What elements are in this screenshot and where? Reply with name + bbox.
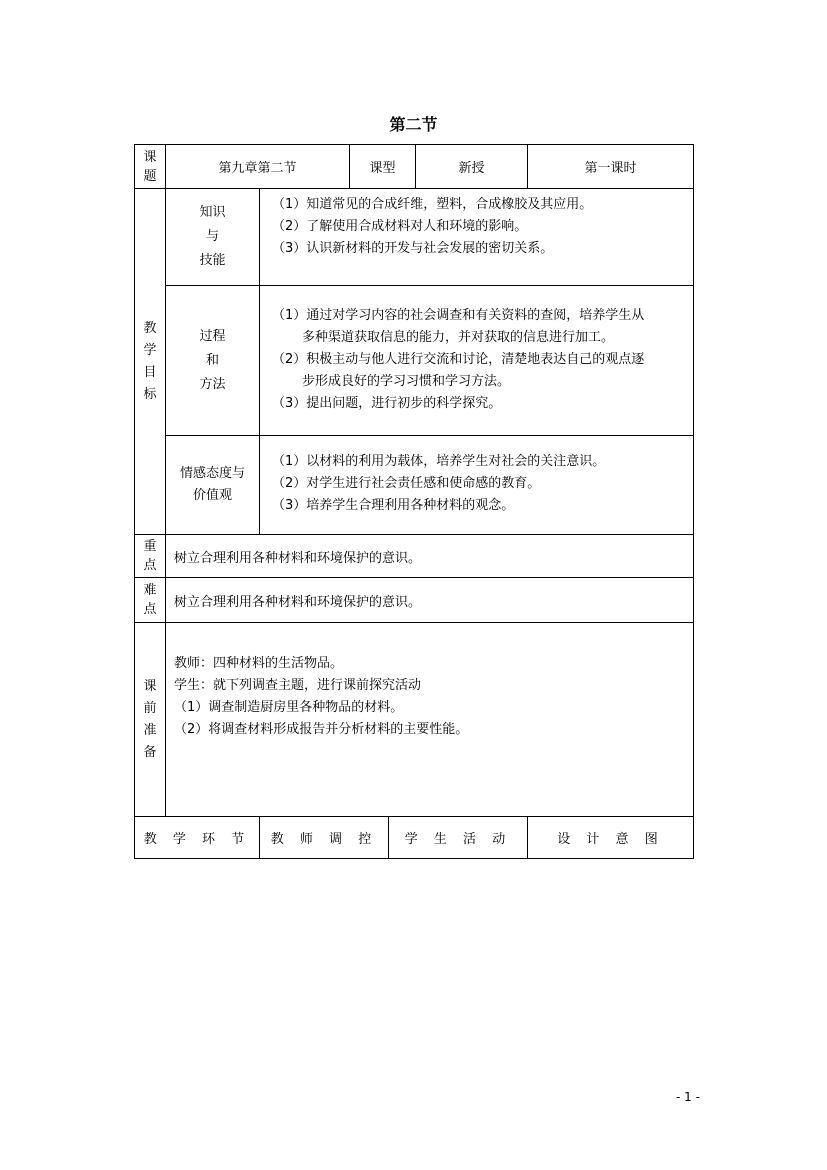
column-header-teaching-stage: [134, 816, 259, 859]
column-header-label: 教 学 环 节: [143, 832, 251, 847]
process-label-line: 方法: [199, 376, 226, 392]
type-value-cell: [415, 144, 527, 188]
column-header-label: 教 师 调 控: [270, 832, 378, 847]
objectives-label-char: 标: [143, 386, 157, 402]
process-item-continuation: 步形成良好的学习习惯和学习方法。: [302, 374, 511, 389]
attitude-item: （2）对学生进行社会责任感和使命感的教育。: [272, 476, 541, 491]
difficulty-value: 树立合理利用各种材料和环境保护的意识。: [174, 594, 422, 610]
process-label-cell: [165, 285, 259, 435]
preparation-label-char: 课: [143, 678, 157, 694]
key-point-value: 树立合理利用各种材料和环境保护的意识。: [174, 550, 422, 566]
knowledge-label-line: 与: [205, 229, 219, 244]
subject-value-cell: [165, 144, 349, 188]
key-point-label-char: 重: [143, 539, 157, 554]
attitude-content-cell: [259, 435, 694, 534]
preparation-item: 教师：四种材料的生活物品。: [174, 656, 344, 671]
process-item-continuation: 多种渠道获取信息的能力，并对获取的信息进行加工。: [302, 330, 615, 345]
preparation-label-char: 准: [143, 722, 157, 738]
preparation-item: （2）将调查材料形成报告并分析材料的主要性能。: [174, 722, 469, 737]
subject-label-char: 课: [143, 149, 157, 165]
process-label-line: 过程: [199, 328, 226, 344]
preparation-label-char: 备: [143, 744, 157, 760]
preparation-label-cell: [134, 622, 165, 816]
objectives-label-char: 学: [143, 342, 157, 358]
key-point-label-char: 点: [143, 558, 157, 573]
preparation-label-char: 前: [143, 700, 157, 716]
process-item: （1）通过对学习内容的社会调查和有关资料的查阅，培养学生从: [272, 308, 645, 323]
period-value-cell: [527, 144, 694, 188]
attitude-item: （1）以材料的利用为载体，培养学生对社会的关注意识。: [272, 454, 606, 469]
knowledge-label-line: 技能: [199, 253, 226, 268]
process-content-cell: [259, 285, 694, 435]
knowledge-content-cell: [259, 188, 694, 285]
difficulty-label-char: 点: [143, 602, 157, 617]
process-label-line: 和: [205, 352, 219, 368]
type-value: 新授: [458, 161, 485, 176]
knowledge-item: （1）知道常见的合成纤维，塑料，合成橡胶及其应用。: [272, 197, 593, 212]
lesson-plan-table: [134, 144, 694, 859]
process-item: （3）提出问题，进行初步的科学探究。: [272, 396, 502, 411]
subject-label-char: 题: [143, 168, 157, 184]
type-label-cell: [349, 144, 415, 188]
preparation-item: （1）调查制造厨房里各种物品的材料。: [174, 700, 404, 715]
type-label: 课型: [369, 161, 396, 176]
attitude-label-line: 价值观: [192, 488, 232, 503]
column-header-teacher-control: [259, 816, 388, 859]
attitude-label-line: 情感态度与: [179, 466, 245, 481]
column-header-student-activity: [388, 816, 527, 859]
column-header-label: 设 计 意 图: [557, 832, 664, 847]
difficulty-label-char: 难: [143, 583, 157, 598]
column-header-label: 学 生 活 动: [404, 832, 512, 847]
page-title: 第二节: [389, 115, 438, 134]
attitude-label-cell: [165, 435, 259, 534]
period-value: 第一课时: [584, 161, 637, 176]
key-point-label-cell: [134, 534, 165, 577]
preparation-content-cell: [165, 622, 694, 816]
objectives-label-char: 教: [143, 320, 157, 336]
attitude-item: （3）培养学生合理利用各种材料的观念。: [272, 498, 515, 513]
knowledge-item: （3）认识新材料的开发与社会发展的密切关系。: [272, 241, 554, 256]
knowledge-label-cell: [165, 188, 259, 285]
preparation-item: 学生：就下列调查主题，进行课前探究活动: [174, 678, 422, 693]
page-number: - 1 -: [676, 1090, 700, 1104]
knowledge-label-line: 知识: [199, 205, 226, 220]
difficulty-content-cell: [165, 577, 694, 622]
key-point-content-cell: [165, 534, 694, 577]
objectives-label-char: 目: [143, 364, 157, 380]
subject-value: 第九章第二节: [218, 161, 297, 176]
process-item: （2）积极主动与他人进行交流和讨论，清楚地表达自己的观点逐: [272, 352, 645, 367]
objectives-label-cell: [134, 188, 165, 534]
knowledge-item: （2）了解使用合成材料对人和环境的影响。: [272, 219, 528, 234]
subject-label-cell: [134, 144, 165, 188]
column-header-design-intent: [527, 816, 694, 859]
difficulty-label-cell: [134, 577, 165, 622]
